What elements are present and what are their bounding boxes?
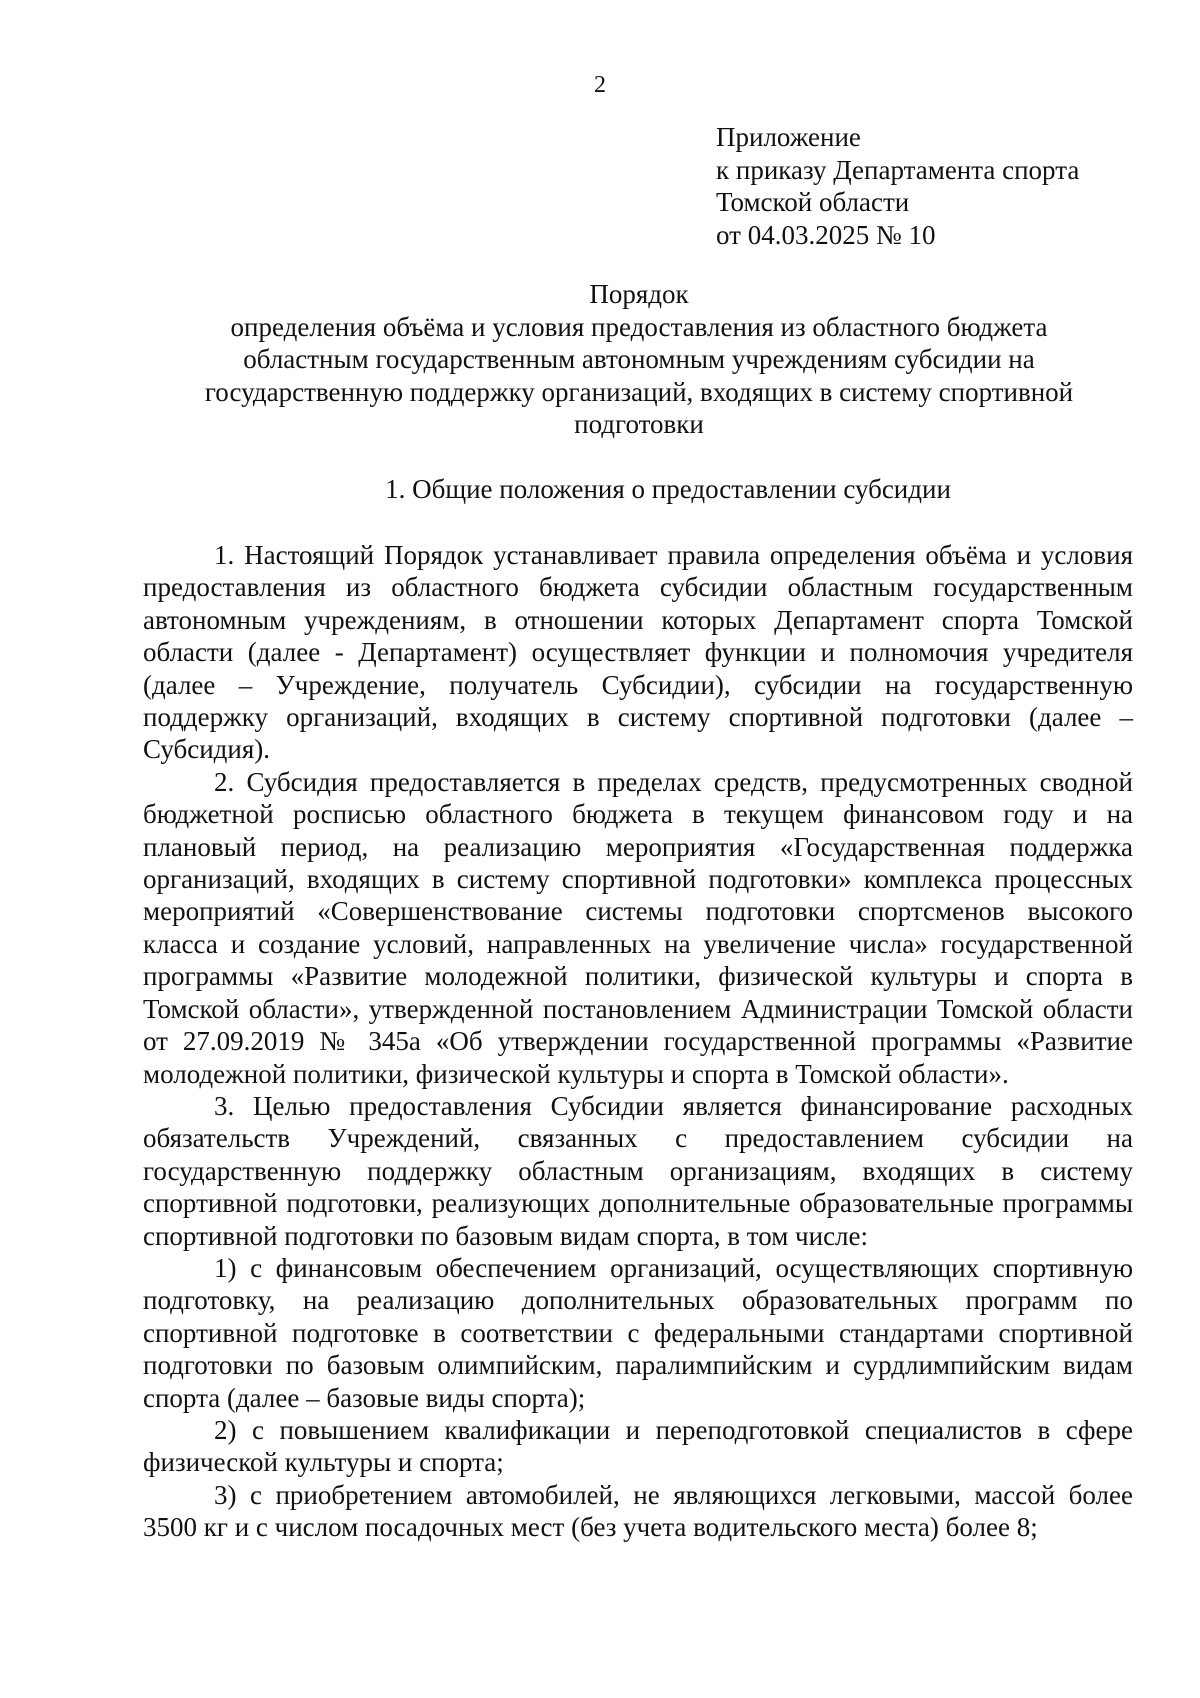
document-title: Порядок <box>589 279 689 309</box>
section-heading: 1. Общие положения о предоставлении субсидии <box>385 474 951 504</box>
paragraph-3: 3. Целью предоставления Субсидии является финансирование расходных обязательств Учреждений, связанных с предоставлением субсидии на государственную поддержку областным организациям, входящих в систему спортивной подготовки, реализующих дополнительные образовательные программы спортивной подготовки по базовым видам спорта, в том числе: <box>143 1090 1133 1251</box>
list-item-2: 2) с повышением квалификации и переподготовкой специалистов в сфере физической культуры и спорта; <box>143 1414 1133 1478</box>
annex-line-3: Томской области <box>716 187 910 217</box>
list-item-1: 1) с финансовым обеспечением организаций, осуществляющих спортивную подготовку, на реализацию дополнительных образовательных программ по спортивной подготовке в соответствии с федеральными стандартами спортивной подготовки по базовым олимпийским, паралимпийским и сурдлимпийским видам спорта (далее – базовые виды спорта); <box>143 1252 1133 1413</box>
document-title-block <box>180 278 1098 441</box>
annex-line-4: от 04.03.2025 № 10 <box>716 219 936 250</box>
paragraph-2: 2. Субсидия предоставляется в пределах средств, предусмотренных сводной бюджетной росписью областного бюджета в текущем финансовом году и на плановый период, на реализацию мероприятия «Государственная поддержка организаций, входящих в систему спортивной подготовки» комплекса процессных мероприятий «Совершенствование системы подготовки спортсменов высокого класса и создание условий, направленных на увеличение числа» государственной программы «Развитие молодежной политики, физической культуры и спорта в Томской области», утвержденной постановлением Администрации Томской области от 27.09.2019 № 345а «Об утверждении государственной программы «Развитие молодежной политики, физической культуры и спорта в Томской области». <box>143 766 1133 1089</box>
page-number: 2 <box>594 72 606 98</box>
annex-block <box>716 121 1079 251</box>
annex-line-1: Приложение <box>716 122 861 152</box>
paragraph-1: 1. Настоящий Порядок устанавливает правила определения объёма и условия предоставления из областного бюджета субсидии областным государственным автономным учреждениям, в отношении которых Департамент спорта Томской области (далее - Департамент) осуществляет функции и полномочия учредителя (далее – Учреждение, получатель Субсидии), субсидии на государственную поддержку организаций, входящих в систему спортивной подготовки (далее – Субсидия). <box>143 540 1133 765</box>
document-subtitle: определения объёма и условия предоставления из областного бюджета областным государственным автономным учреждениям субсидии на государственную поддержку организаций, входящих в систему спортивной подготовки <box>204 311 1074 439</box>
document-body <box>143 539 1133 1544</box>
annex-line-2: к приказу Департамента спорта <box>716 154 1080 185</box>
list-item-3: 3) с приобретением автомобилей, не являющихся легковыми, массой более 3500 кг и с числом посадочных мест (без учета водительского места) более 8; <box>143 1479 1133 1543</box>
